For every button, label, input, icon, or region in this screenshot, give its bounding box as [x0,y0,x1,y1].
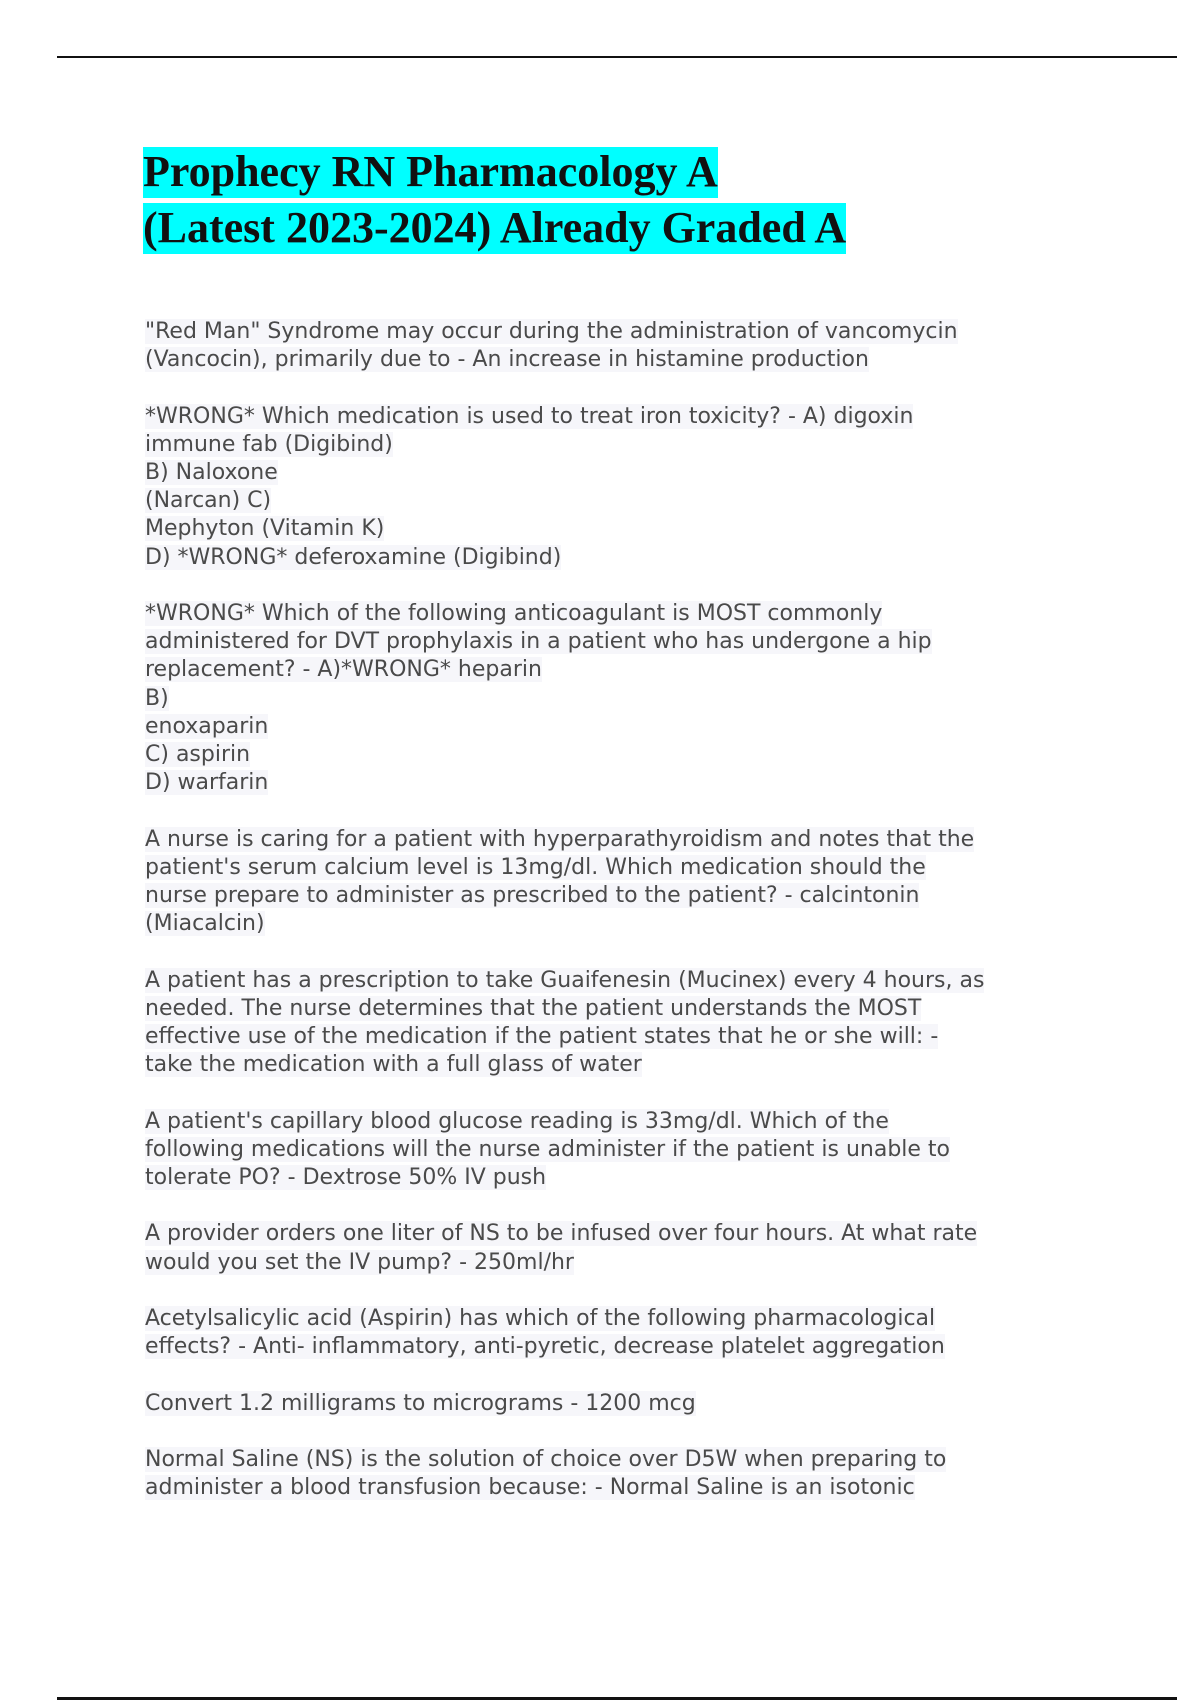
qa-line [145,713,1085,741]
qa-line [145,318,1085,346]
qa-line-text: Mephyton (Vitamin K) [145,516,385,542]
qa-line [145,544,1085,572]
qa-item [145,1220,1085,1276]
qa-line-text: C) aspirin [145,742,251,768]
qa-line [145,1108,1085,1136]
qa-line [145,628,1085,656]
qa-item [145,403,1085,572]
qa-line-text: administer a blood transfusion because: - Normal Saline is an isotonic [145,1475,915,1501]
qa-item [145,1446,1085,1502]
qa-item [145,1305,1085,1361]
qa-line-text: following medications will the nurse administer if the patient is unable to [145,1136,951,1162]
title-line: Prophecy RN Pharmacology A [143,147,718,196]
qa-line-text: A nurse is caring for a patient with hyperparathyroidism and notes that the [145,826,975,852]
qa-item [145,600,1085,797]
qa-line [145,826,1085,854]
qa-line-text: (Vancocin), primarily due to - An increase in histamine production [145,347,869,373]
qa-line [145,1333,1085,1361]
qa-line-text: A patient has a prescription to take Guaifenesin (Mucinex) every 4 hours, as [145,967,985,993]
qa-line [145,656,1085,684]
qa-line-text: Acetylsalicylic acid (Aspirin) has which of the following pharmacological [145,1306,936,1331]
qa-line-text: D) *WRONG* deferoxamine (Digibind) [145,544,562,570]
qa-line-text: immune fab (Digibind) [145,431,393,457]
qa-item [145,1390,1085,1418]
qa-line-text: A patient's capillary blood glucose reading is 33mg/dl. Which of the [145,1108,889,1134]
qa-line [145,1474,1085,1502]
qa-line [145,1446,1085,1474]
qa-line [145,685,1085,713]
qa-line-text: effective use of the medication if the patient states that he or she will: - [145,1024,939,1050]
qa-line [145,967,1085,995]
qa-line-text: "Red Man" Syndrome may occur during the administration of vancomycin [145,319,958,344]
document-body [145,318,1085,1531]
qa-line-text: needed. The nurse determines that the patient understands the MOST [145,995,922,1021]
qa-line [145,854,1085,882]
qa-line [145,459,1085,487]
document-title [143,144,846,256]
qa-line [145,882,1085,910]
qa-line [145,1305,1085,1333]
qa-line [145,1136,1085,1164]
qa-item [145,826,1085,939]
qa-line [145,431,1085,459]
qa-line [145,1051,1085,1079]
qa-line [145,1220,1085,1248]
qa-line-text: *WRONG* Which medication is used to treat iron toxicity? - A) digoxin [145,403,914,429]
qa-line [145,1249,1085,1277]
qa-line [145,1023,1085,1051]
qa-line [145,1164,1085,1192]
qa-line-text: A provider orders one liter of NS to be infused over four hours. At what rate [145,1221,978,1247]
qa-line-text: take the medication with a full glass of water [145,1052,642,1078]
qa-line-text: B) Naloxone [145,460,278,485]
qa-line [145,346,1085,374]
qa-line-text: tolerate PO? - Dextrose 50% IV push [145,1165,547,1191]
qa-line-text: patient's serum calcium level is 13mg/dl. Which medication should the [145,854,926,880]
qa-line-text: effects? - Anti- inflammatory, anti-pyretic, decrease platelet aggregation [145,1334,945,1360]
qa-line [145,1390,1085,1418]
qa-item [145,318,1085,374]
qa-line-text: *WRONG* Which of the following anticoagulant is MOST commonly [145,601,883,626]
qa-line [145,487,1085,515]
qa-line-text: administered for DVT prophylaxis in a patient who has undergone a hip [145,629,932,655]
title-line: (Latest 2023-2024) Already Graded A [143,203,847,252]
qa-line [145,515,1085,543]
qa-line [145,910,1085,938]
qa-line [145,769,1085,797]
qa-line [145,403,1085,431]
top-rule [57,56,1177,58]
qa-item [145,1108,1085,1193]
qa-line [145,741,1085,769]
qa-line-text: B) [145,685,169,711]
qa-line [145,600,1085,628]
qa-line-text: would you set the IV pump? - 250ml/hr [145,1249,574,1275]
qa-line-text: Normal Saline (NS) is the solution of choice over D5W when preparing to [145,1446,947,1472]
qa-item [145,967,1085,1080]
qa-line-text: enoxaparin [145,713,269,739]
qa-line-text: D) warfarin [145,770,269,796]
qa-line [145,995,1085,1023]
qa-line-text: nurse prepare to administer as prescribed to the patient? - calcintonin [145,883,920,909]
qa-line-text: (Miacalcin) [145,911,265,937]
qa-line-text: Convert 1.2 milligrams to micrograms - 1200 mcg [145,1390,696,1416]
qa-line-text: (Narcan) C) [145,488,272,514]
qa-line-text: replacement? - A)*WRONG* heparin [145,657,542,683]
